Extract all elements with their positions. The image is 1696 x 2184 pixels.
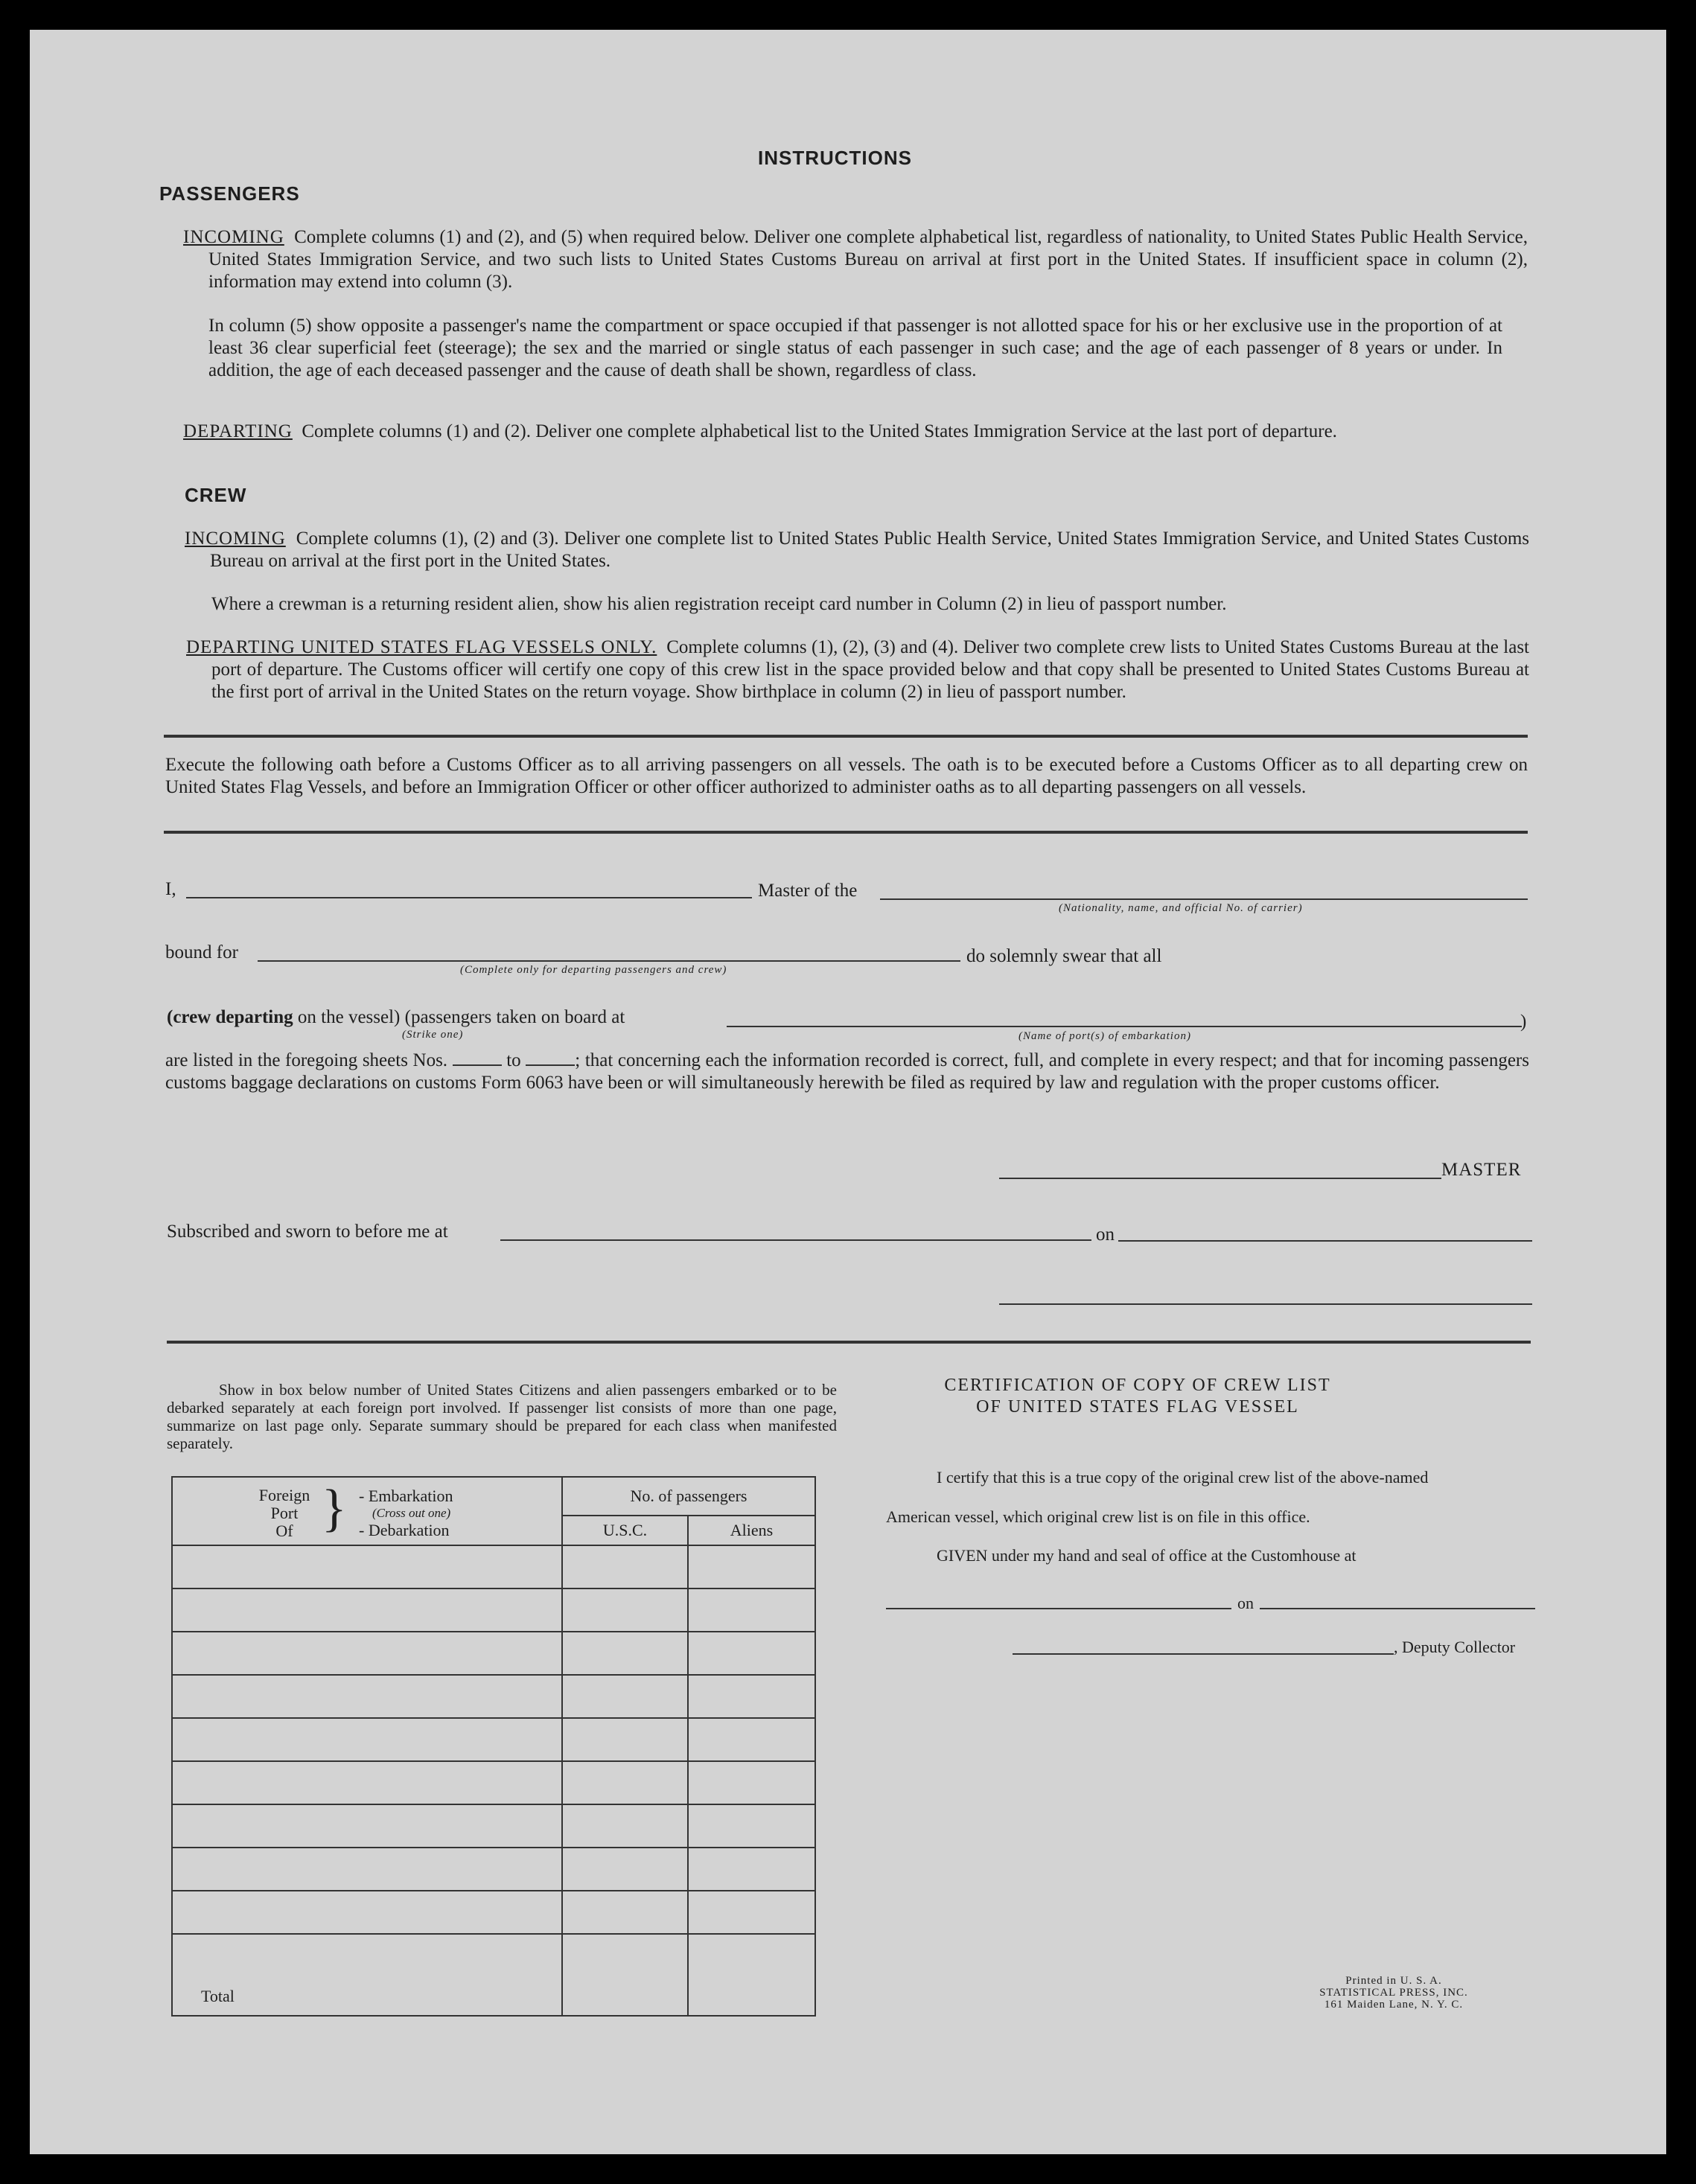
customhouse-line[interactable] (886, 1608, 1231, 1609)
crew-incoming-lead: INCOMING (185, 529, 286, 549)
usc-cell[interactable] (562, 1675, 688, 1718)
listed-text: ; that concerning each the information recorded is correct, full, and complete in every respect; and that for incoming passengers customs baggage declarations on customs Form 6063 have been or will simultaneously herewith be filed as required by law and regulation with the proper customs officer. (165, 1050, 1529, 1093)
sheet-to-line[interactable] (526, 1051, 575, 1066)
port-cell[interactable] (172, 1588, 562, 1632)
aliens-cell[interactable] (688, 1761, 815, 1804)
carrier-line[interactable] (880, 898, 1528, 900)
deputy-collector-label: , Deputy Collector (1394, 1638, 1516, 1656)
section-divider (164, 735, 1528, 738)
usc-cell[interactable] (562, 1718, 688, 1761)
table-row (172, 1632, 815, 1675)
crew-departing-flag-lead: DEPARTING UNITED STATES FLAG VESSELS ONLY. (186, 637, 657, 657)
table-row (172, 1804, 815, 1848)
table-row (172, 1718, 815, 1761)
passengers-incoming-paragraph (183, 226, 1528, 293)
total-label: Total (172, 1934, 562, 2016)
port-cell[interactable] (172, 1761, 562, 1804)
given-label: GIVEN under my hand and seal of office at the Customhouse at (937, 1546, 1357, 1565)
close-paren: ) (1520, 1012, 1527, 1032)
aliens-cell[interactable] (688, 1545, 815, 1588)
crew-departing-flag-paragraph (186, 636, 1529, 703)
printer-imprint (1304, 1975, 1483, 2011)
port-cell[interactable] (172, 1675, 562, 1718)
embarkation-label: - Embarkation (359, 1487, 453, 1505)
bound-for-label: bound for (165, 942, 238, 962)
passengers-departing-text: Complete columns (1) and (2). Deliver one complete alphabetical list to the United States Immigration Service at the last port of departure. (302, 421, 1337, 441)
certification-on-label: on (1237, 1594, 1254, 1612)
passengers-departing-lead: DEPARTING (183, 421, 293, 441)
passengers-incoming-text: Complete columns (1) and (2), and (5) when required below. Deliver one complete alphabetical list, regardless of nationality, to United States Public Health Service, United States Immigration Service, and two such lists to United States Customs Bureau on arrival at first port in the United States. If insufficient space in column (2), information may extend into column (3). (208, 227, 1528, 292)
certification-title-line-1: CERTIFICATION OF COPY OF CREW LIST (944, 1376, 1331, 1395)
crew-incoming-paragraph (185, 528, 1529, 572)
passengers-column5-note: In column (5) show opposite a passenger's name the compartment or space occupied if that passenger is not allotted space for his or her exclusive use in the proportion of at least 36 clear superficial feet (steerage); the sex and the married or single status of each passenger in such case; and the age of each passenger of 8 years or under. In addition, the age of each deceased passenger and the cause of death shall be shown, regardless of class. (208, 316, 1502, 380)
sheet-from-line[interactable] (453, 1051, 502, 1066)
aliens-cell[interactable] (688, 1848, 815, 1891)
certification-title-line-2: OF UNITED STATES FLAG VESSEL (976, 1397, 1299, 1417)
carrier-caption: (Nationality, name, and official No. of carrier) (1059, 902, 1303, 914)
port-cell[interactable] (172, 1632, 562, 1675)
bound-for-caption: (Complete only for departing passengers and crew) (460, 964, 727, 976)
port-cell[interactable] (172, 1848, 562, 1891)
listed-label: are listed in the foregoing sheets Nos. (165, 1050, 448, 1070)
strike-caption: (Strike one) (402, 1029, 464, 1041)
usc-cell[interactable] (562, 1891, 688, 1934)
crew-heading: CREW (185, 484, 247, 506)
printer-line-1: Printed in U. S. A. (1345, 1975, 1442, 1987)
passengers-departing-paragraph (183, 421, 1528, 443)
sheet-numbers-paragraph (165, 1050, 1529, 1094)
table-row (172, 1761, 815, 1804)
usc-cell[interactable] (562, 1632, 688, 1675)
table-row (172, 1848, 815, 1891)
page-title: INSTRUCTIONS (758, 147, 912, 169)
aliens-cell[interactable] (688, 1632, 815, 1675)
section-divider (164, 831, 1528, 834)
aliens-cell[interactable] (688, 1891, 815, 1934)
aliens-cell[interactable] (688, 1718, 815, 1761)
usc-header: U.S.C. (562, 1516, 688, 1545)
aliens-header: Aliens (688, 1516, 815, 1545)
subscribed-place-line[interactable] (500, 1239, 1091, 1241)
port-header-cell (172, 1477, 562, 1545)
embarkation-ports-line[interactable] (727, 1026, 1522, 1027)
usc-cell[interactable] (562, 1804, 688, 1848)
port-cell[interactable] (172, 1891, 562, 1934)
debarkation-label: - Debarkation (359, 1521, 450, 1539)
aliens-cell[interactable] (688, 1675, 815, 1718)
bound-for-line[interactable] (258, 960, 960, 962)
table-row (172, 1675, 815, 1718)
usc-cell[interactable] (562, 1848, 688, 1891)
passengers-incoming-lead: INCOMING (183, 227, 284, 247)
on-vessel-label: on the vessel) (297, 1007, 401, 1027)
printer-line-2: STATISTICAL PRESS, INC. (1319, 1987, 1468, 1999)
foreign-port-of-label: Foreign Port Of (258, 1486, 310, 1540)
crew-incoming-text: Complete columns (1), (2) and (3). Deliver one complete list to United States Public Health Service, United States Immigration Service, and United States Customs Bureau on arrival at the first port in the United States. (210, 529, 1530, 571)
deputy-collector-line[interactable] (1013, 1653, 1394, 1655)
section-divider (167, 1341, 1531, 1344)
aliens-cell[interactable] (688, 1588, 815, 1632)
no-of-passengers-header: No. of passengers (562, 1477, 815, 1516)
subscribed-label: Subscribed and sworn to before me at (167, 1222, 448, 1242)
port-cell[interactable] (172, 1718, 562, 1761)
certification-title (914, 1375, 1361, 1418)
summary-instruction: Show in box below number of United States Citizens and alien passengers embarked or to be debarked separately at each foreign port involved. If passenger list consists of more than one page, summarize on last page only. Separate summary should be prepared for each class when manifested separately. (167, 1381, 837, 1452)
total-row (172, 1934, 815, 2016)
listed-to-label: to (506, 1050, 521, 1070)
crew-departing-label: (crew departing (167, 1007, 293, 1027)
subscribed-on-label: on (1096, 1224, 1115, 1245)
printer-line-3: 161 Maiden Lane, N. Y. C. (1324, 1999, 1464, 2011)
crew-departing-option (167, 1007, 625, 1028)
oath-i-label: I, (165, 879, 176, 899)
master-name-line[interactable] (186, 897, 752, 898)
cross-out-caption: (Cross out one) (372, 1506, 451, 1520)
subscribed-date-line[interactable] (1118, 1240, 1532, 1242)
passenger-summary-table (171, 1476, 816, 2017)
master-of-the-label: Master of the (758, 881, 858, 901)
brace-icon: } (322, 1480, 347, 1537)
table-row (172, 1891, 815, 1934)
usc-cell[interactable] (562, 1588, 688, 1632)
certification-date-line[interactable] (1260, 1608, 1535, 1609)
officer-signature-line[interactable] (999, 1303, 1532, 1305)
usc-cell[interactable] (562, 1545, 688, 1588)
master-label: MASTER (1441, 1160, 1522, 1180)
aliens-total-cell[interactable] (688, 1934, 815, 2016)
certify-line-1: I certify that this is a true copy of the original crew list of the above-named (937, 1468, 1429, 1487)
passengers-heading: PASSENGERS (159, 182, 300, 205)
certify-line-2: American vessel, which original crew list is on file in this office. (886, 1507, 1310, 1526)
master-signature-line[interactable] (999, 1178, 1441, 1179)
table-row (172, 1588, 815, 1632)
passengers-taken-label: (passengers taken on board at (404, 1007, 625, 1027)
port-cell[interactable] (172, 1804, 562, 1848)
aliens-cell[interactable] (688, 1804, 815, 1848)
usc-cell[interactable] (562, 1761, 688, 1804)
crew-departing-flag-text: Complete columns (1), (2), (3) and (4). Deliver two complete crew lists to United States Customs Bureau at the last port of departure. The Customs officer will certify one copy of this crew list in the space provided below and that copy shall be presented to United States Customs Bureau at the first port of arrival in the United States on the return voyage. Show birthplace in column (2) in lieu of passport number. (211, 637, 1529, 702)
table-row (172, 1545, 815, 1588)
oath-instruction: Execute the following oath before a Customs Officer as to all arriving passengers on all vessels. The oath is to be executed before a Customs Officer as to all departing crew on United States Flag Vessels, and before an Immigration Officer or other officer authorized to administer oaths as to all departing passengers on all vessels. (165, 755, 1528, 797)
port-cell[interactable] (172, 1545, 562, 1588)
ports-caption: (Name of port(s) of embarkation) (1018, 1030, 1191, 1042)
crew-resident-alien-note: Where a crewman is a returning resident alien, show his alien registration receipt card number in Column (2) in lieu of passport number. (211, 594, 1227, 614)
swear-label: do solemnly swear that all (966, 946, 1162, 966)
usc-total-cell[interactable] (562, 1934, 688, 2016)
